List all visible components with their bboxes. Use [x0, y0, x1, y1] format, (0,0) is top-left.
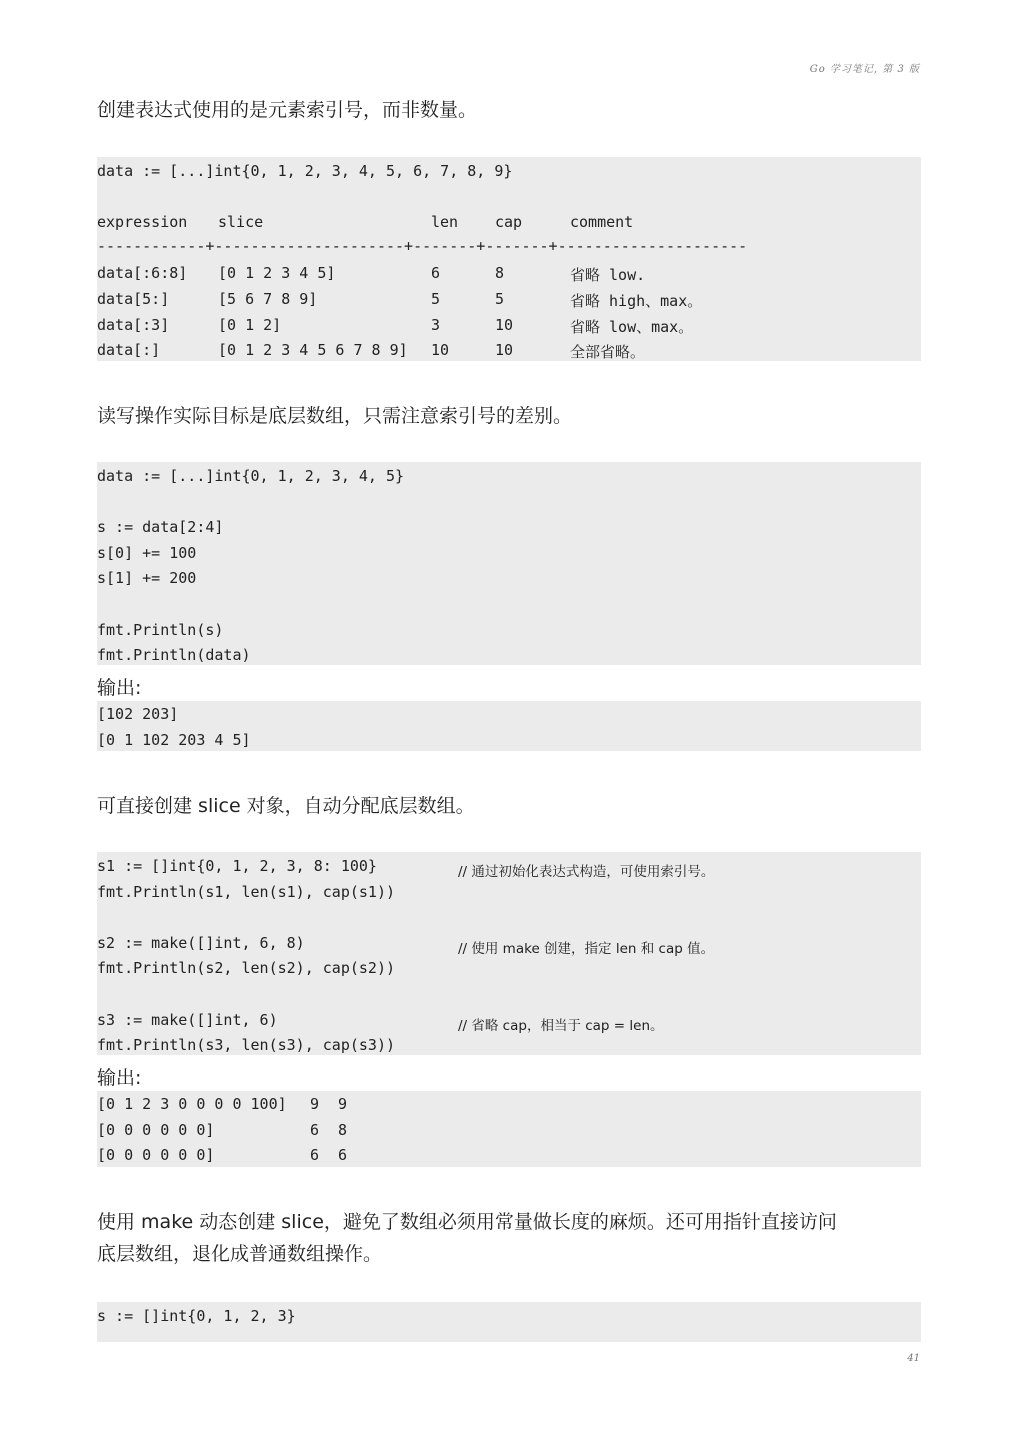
code-text: fmt.Println(s1, len(s1), cap(s1)) — [97, 882, 396, 901]
code-text: s[1] += 200 — [97, 569, 197, 588]
code-line — [97, 1304, 921, 1330]
code-line — [97, 1033, 921, 1059]
code-line — [97, 159, 921, 185]
code-line — [97, 1008, 921, 1034]
output-slice: [0 0 0 0 0 0] — [97, 1146, 215, 1165]
paragraph-make-pointer-line2: 底层数组，退化成普通数组操作。 — [97, 1243, 383, 1265]
cell-slice: [0 1 2 3 4 5] — [218, 264, 336, 283]
code-text: data := [...]int{0, 1, 2, 3, 4, 5} — [97, 467, 405, 485]
paragraph-underlying-array: 读写操作实际目标是底层数组，只需注意索引号的差别。 — [97, 405, 573, 427]
output-text: [0 1 102 203 4 5] — [97, 730, 251, 749]
cell-cap: 8 — [495, 264, 505, 283]
page-number: 41 — [907, 1353, 920, 1364]
code-line — [97, 618, 921, 644]
paragraph-create-slice: 可直接创建 slice 对象，自动分配底层数组。 — [97, 795, 475, 817]
output-cap: 6 — [338, 1146, 348, 1165]
cell-len: 5 — [431, 289, 441, 308]
output-slice: [0 1 2 3 0 0 0 0 100] — [97, 1095, 287, 1113]
code-text: fmt.Println(s3, len(s3), cap(s3)) — [97, 1036, 396, 1055]
cell-len: 10 — [431, 341, 450, 360]
code-line — [97, 643, 921, 669]
code-line — [97, 931, 921, 957]
code-comment-text: // 通过初始化表达式构造，可使用索引号。 — [458, 864, 715, 880]
col-header-len: len — [431, 213, 459, 232]
table-row — [97, 338, 921, 364]
output-block-make-slice — [97, 1091, 921, 1167]
code-text: data := [...]int{0, 1, 2, 3, 4, 5, 6, 7, 8, 9} — [97, 162, 513, 180]
code-text: s3 := make([]int, 6) — [97, 1010, 278, 1029]
code-line-blank — [97, 185, 921, 211]
output-len: 6 — [310, 1146, 320, 1165]
cell-comment: 省略 low. — [570, 266, 646, 285]
output-line — [97, 728, 921, 754]
code-text: fmt.Println(data) — [97, 646, 251, 665]
output-cap: 9 — [338, 1095, 348, 1113]
cell-expression: data[:3] — [97, 315, 170, 334]
col-header-cap: cap — [495, 213, 523, 232]
output-slice: [0 0 0 0 0 0] — [97, 1120, 215, 1139]
cell-len: 3 — [431, 315, 441, 334]
code-block-make-slice — [97, 852, 921, 1055]
col-header-comment: comment — [570, 213, 634, 232]
col-header-expression: expression — [97, 213, 188, 232]
code-line-blank — [97, 592, 921, 618]
code-line — [97, 515, 921, 541]
output-line — [97, 1092, 921, 1118]
cell-slice: [5 6 7 8 9] — [218, 289, 318, 308]
separator-text: ------------+---------------------+-------+-------+--------------------- — [97, 236, 748, 255]
cell-comment: 全部省略。 — [570, 343, 646, 362]
code-line — [97, 880, 921, 906]
cell-slice: [0 1 2 3 4 5 6 7 8 9] — [218, 341, 408, 360]
output-line — [97, 1143, 921, 1169]
output-line — [97, 1118, 921, 1144]
cell-expression: data[:] — [97, 341, 161, 360]
cell-expression: data[5:] — [97, 289, 170, 308]
code-line — [97, 464, 921, 490]
output-text: [102 203] — [97, 705, 179, 723]
output-len: 9 — [310, 1095, 320, 1113]
table-row — [97, 287, 921, 313]
cell-expression: data[:6:8] — [97, 264, 188, 283]
cell-slice: [0 1 2] — [218, 315, 282, 334]
output-label: 输出: — [97, 677, 142, 699]
code-line — [97, 541, 921, 567]
output-len: 6 — [310, 1120, 320, 1139]
code-comment-text: // 省略 cap，相当于 cap = len。 — [458, 1017, 664, 1034]
code-text: fmt.Println(s) — [97, 620, 224, 639]
code-line-blank — [97, 982, 921, 1008]
code-text: s2 := make([]int, 6, 8) — [97, 933, 305, 952]
table-header-row — [97, 210, 921, 236]
table-row — [97, 313, 921, 339]
output-label: 输出: — [97, 1067, 142, 1089]
cell-cap: 10 — [495, 341, 514, 360]
code-comment-text: // 使用 make 创建，指定 len 和 cap 值。 — [458, 940, 715, 957]
running-header: Go 学习笔记, 第 3 版 — [809, 64, 920, 75]
cell-cap: 5 — [495, 289, 505, 308]
code-text: s[0] += 100 — [97, 543, 197, 562]
cell-cap: 10 — [495, 315, 514, 334]
col-header-slice: slice — [218, 213, 264, 232]
code-line — [97, 956, 921, 982]
cell-comment: 省略 low、max。 — [570, 317, 694, 336]
code-line-blank — [97, 490, 921, 516]
code-text: s := []int{0, 1, 2, 3} — [97, 1307, 296, 1325]
code-line-blank — [97, 905, 921, 931]
code-block-pointer — [97, 1302, 921, 1342]
code-text: s1 := []int{0, 1, 2, 3, 8: 100} — [97, 857, 377, 875]
code-line — [97, 566, 921, 592]
cell-comment: 省略 high、max。 — [570, 291, 703, 310]
code-text: s := data[2:4] — [97, 518, 224, 537]
paragraph-make-pointer-line1: 使用 make 动态创建 slice，避免了数组必须用常量做长度的麻烦。还可用指针直接访问 — [97, 1211, 837, 1233]
table-row — [97, 261, 921, 287]
table-separator — [97, 236, 921, 262]
output-block-modify-slice — [97, 701, 921, 751]
code-block-modify-slice — [97, 462, 921, 665]
paragraph-slice-index: 创建表达式使用的是元素索引号，而非数量。 — [97, 99, 478, 121]
code-block-slice-table — [97, 157, 921, 361]
output-cap: 8 — [338, 1120, 348, 1139]
code-text: fmt.Println(s2, len(s2), cap(s2)) — [97, 959, 396, 978]
code-line — [97, 854, 921, 880]
cell-len: 6 — [431, 264, 441, 283]
output-line — [97, 702, 921, 728]
